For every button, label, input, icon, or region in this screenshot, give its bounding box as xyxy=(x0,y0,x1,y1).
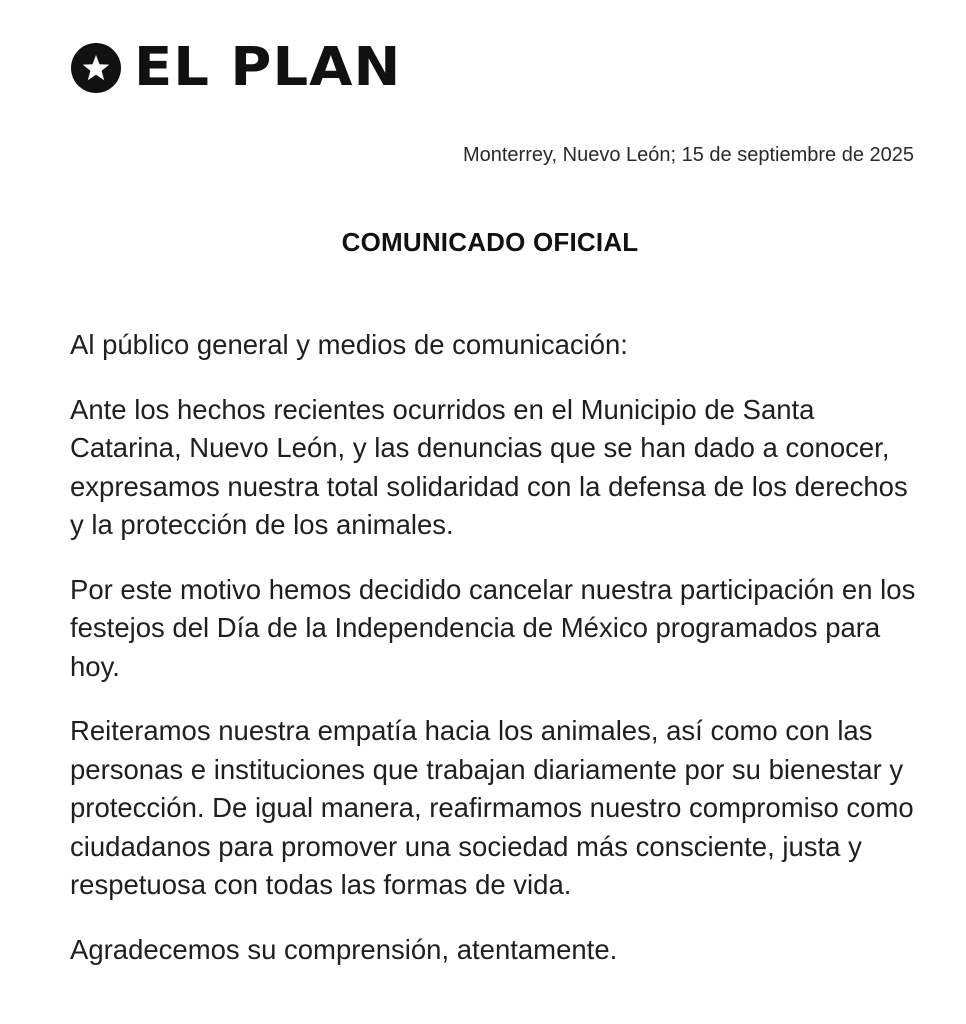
body-paragraph: Por este motivo hemos decidido cancelar nuestra participación en los festejos del Día de la Independencia de México programados para hoy. xyxy=(70,573,916,682)
salutation: Al público general y medios de comunicación: xyxy=(70,329,628,360)
body-paragraph: Ante los hechos recientes ocurridos en el Municipio de Santa Catarina, Nuevo León, y las denuncias que se han dado a conocer, expresamos nuestra total solidaridad con la defensa de los derechos y la protección de los animales. xyxy=(70,393,908,540)
dateline: Monterrey, Nuevo León; 15 de septiembre de 2025 xyxy=(462,144,914,166)
brand-logo xyxy=(70,36,402,99)
closing: Agradecemos su comprensión, atentamente. xyxy=(70,933,618,965)
star-circle-icon xyxy=(70,42,122,94)
document-body xyxy=(70,326,920,995)
body-paragraph: Reiteramos nuestra empatía hacia los animales, así como con las personas e instituciones que trabajan diariamente por su bienestar y protección. De igual manera, reafirmamos nuestro compromiso como ciudadanos para promover una sociedad más consciente, justa y respetuosa con todas las formas de vida. xyxy=(70,715,914,900)
brand-logo-text: EL PLAN xyxy=(134,36,402,99)
document-title: COMUNICADO OFICIAL xyxy=(341,227,639,257)
